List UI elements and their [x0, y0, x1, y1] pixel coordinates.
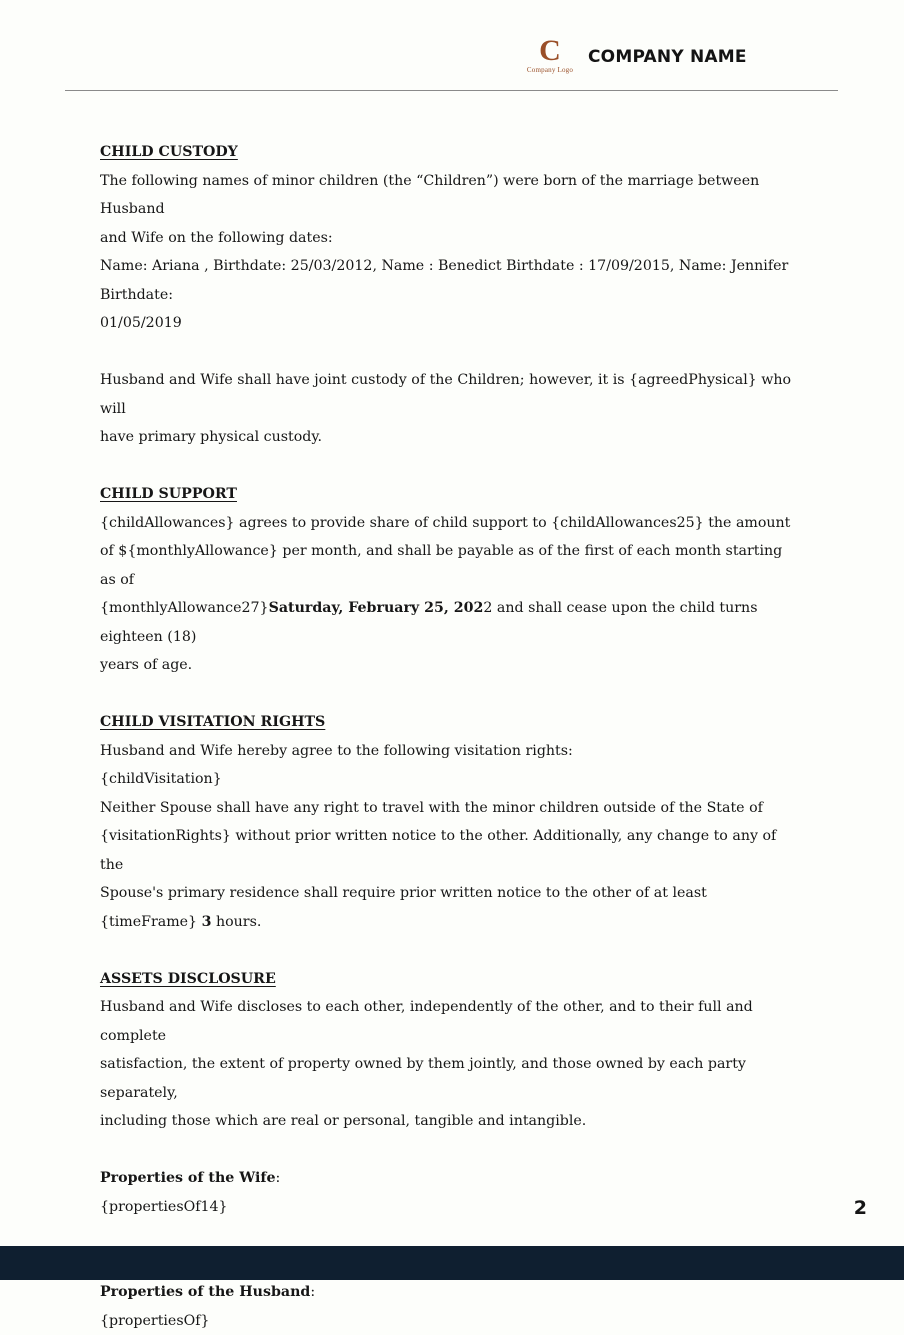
properties-husband-label: Properties of the Husband [100, 1284, 310, 1300]
spacer [100, 680, 800, 709]
properties-husband-heading [100, 1278, 800, 1307]
company-name: COMPANY NAME [588, 47, 747, 67]
paragraph-line [100, 594, 800, 651]
paragraph-text: Spouse's primary residence shall require prior written notice to the other of at least {timeFrame} [100, 885, 707, 930]
paragraph-line: Husband and Wife discloses to each other, independently of the other, and to their full and complete [100, 993, 800, 1050]
properties-wife-label: Properties of the Wife [100, 1170, 275, 1186]
paragraph-line: {visitationRights} without prior written notice to the other. Additionally, any change to any of the [100, 822, 800, 879]
section-title-child-support: CHILD SUPPORT [100, 480, 800, 509]
paragraph-line: {childVisitation} [100, 765, 800, 794]
header-divider [65, 90, 838, 91]
document-body [100, 138, 800, 1335]
properties-wife-value: {propertiesOf14} [100, 1193, 800, 1222]
logo-mark: C [520, 36, 580, 66]
company-logo [520, 36, 580, 74]
paragraph-line [100, 879, 800, 936]
section-title-assets-disclosure: ASSETS DISCLOSURE [100, 965, 800, 994]
footer-bar [0, 1246, 904, 1280]
paragraph-line: The following names of minor children (the “Children”) were born of the marriage between Husband [100, 167, 800, 224]
paragraph-line: years of age. [100, 651, 800, 680]
paragraph-text: 2 and shall cease upon the child turns eighteen (18) [100, 600, 757, 645]
page-header [0, 0, 904, 92]
colon: : [310, 1284, 315, 1300]
spacer [100, 1136, 800, 1165]
properties-wife-heading [100, 1164, 800, 1193]
spacer [100, 452, 800, 481]
start-date: Saturday, February 25, 202 [269, 600, 484, 616]
paragraph-line: 01/05/2019 [100, 309, 800, 338]
colon: : [275, 1170, 280, 1186]
paragraph-line: of ${monthlyAllowance} per month, and shall be payable as of the first of each month starting as of [100, 537, 800, 594]
spacer [100, 936, 800, 965]
paragraph-line: Husband and Wife hereby agree to the following visitation rights: [100, 737, 800, 766]
paragraph-line: and Wife on the following dates: [100, 224, 800, 253]
properties-husband-value: {propertiesOf} [100, 1307, 800, 1335]
paragraph-line: Name: Ariana , Birthdate: 25/03/2012, Name : Benedict Birthdate : 17/09/2015, Name: Jennifer Birthdate: [100, 252, 800, 309]
paragraph-text: hours. [211, 914, 261, 930]
paragraph-line: Husband and Wife shall have joint custody of the Children; however, it is {agreedPhysical} who will [100, 366, 800, 423]
section-title-child-custody: CHILD CUSTODY [100, 138, 800, 167]
paragraph-line: {childAllowances} agrees to provide share of child support to {childAllowances25} the amount [100, 509, 800, 538]
time-frame-value: 3 [202, 914, 212, 930]
paragraph-line: including those which are real or personal, tangible and intangible. [100, 1107, 800, 1136]
paragraph-line: satisfaction, the extent of property owned by them jointly, and those owned by each party separately, [100, 1050, 800, 1107]
section-title-child-visitation: CHILD VISITATION RIGHTS [100, 708, 800, 737]
paragraph-line: Neither Spouse shall have any right to travel with the minor children outside of the State of [100, 794, 800, 823]
paragraph-line: have primary physical custody. [100, 423, 800, 452]
page-number: 2 [854, 1197, 867, 1219]
logo-text: Company Logo [520, 66, 580, 74]
spacer [100, 338, 800, 367]
placeholder-text: {monthlyAllowance27} [100, 600, 269, 616]
